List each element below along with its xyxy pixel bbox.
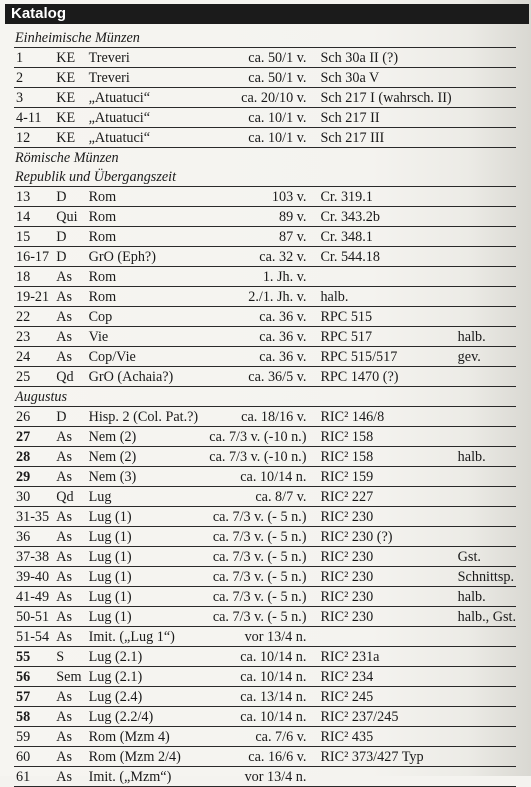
denomination: As	[54, 307, 86, 327]
denomination: As	[54, 747, 86, 767]
reference: RPC 1470 (?)	[312, 367, 451, 387]
mint: „Atuatuci“	[87, 108, 199, 128]
remark: halb.	[452, 327, 516, 347]
date: ca. 20/10 v.	[198, 88, 312, 108]
section-title: Augustus	[14, 387, 516, 407]
reference: RIC² 234	[312, 667, 451, 687]
date: vor 13/4 n.	[198, 767, 312, 787]
reference: RIC² 231a	[312, 647, 451, 667]
reference: RPC 515/517	[312, 347, 451, 367]
reference: RIC² 230 (?)	[312, 527, 451, 547]
catalog-number: 50-51	[14, 607, 54, 627]
catalog-number: 58	[14, 707, 54, 727]
date: 1. Jh. v.	[198, 267, 312, 287]
table-row	[14, 128, 516, 148]
date: ca. 18/16 v.	[198, 407, 312, 427]
denomination: KE	[54, 108, 86, 128]
denomination: As	[54, 507, 86, 527]
catalog-number: 18	[14, 267, 54, 287]
table-row	[14, 507, 516, 527]
denomination: As	[54, 467, 86, 487]
denomination: KE	[54, 48, 86, 68]
remark	[452, 48, 516, 68]
denomination: As	[54, 427, 86, 447]
date: ca. 50/1 v.	[198, 48, 312, 68]
catalog-number: 57	[14, 687, 54, 707]
table-row	[14, 707, 516, 727]
denomination: As	[54, 547, 86, 567]
remark: halb., Gst.	[452, 607, 516, 627]
denomination: As	[54, 627, 86, 647]
catalog-title: Katalog	[11, 5, 67, 22]
date: ca. 7/3 v. (- 5 n.)	[198, 527, 312, 547]
catalog-number: 3	[14, 88, 54, 108]
table-row	[14, 267, 516, 287]
catalog-number: 14	[14, 207, 54, 227]
table-row	[14, 48, 516, 68]
remark	[452, 727, 516, 747]
catalog-number: 28	[14, 447, 54, 467]
mint: Nem (2)	[87, 427, 199, 447]
reference: halb.	[312, 287, 451, 307]
mint: GrO (Eph?)	[87, 247, 199, 267]
reference: Sch 217 III	[312, 128, 451, 148]
table-row	[14, 227, 516, 247]
denomination: As	[54, 327, 86, 347]
catalog-number: 56	[14, 667, 54, 687]
remark	[452, 747, 516, 767]
mint: Rom (Mzm 2/4)	[87, 747, 199, 767]
reference: RIC² 230	[312, 507, 451, 527]
table-row	[14, 587, 516, 607]
mint: Vie	[87, 327, 199, 347]
catalog-number: 36	[14, 527, 54, 547]
date: ca. 7/3 v. (-10 n.)	[198, 427, 312, 447]
catalog-number: 15	[14, 227, 54, 247]
remark	[452, 287, 516, 307]
mint: Lug (1)	[87, 567, 199, 587]
remark	[452, 647, 516, 667]
catalog-number: 30	[14, 487, 54, 507]
reference	[312, 267, 451, 287]
section-heading	[14, 148, 516, 168]
date: 89 v.	[198, 207, 312, 227]
reference	[312, 627, 451, 647]
remark: halb.	[452, 447, 516, 467]
date: ca. 10/14 n.	[198, 707, 312, 727]
table-row	[14, 607, 516, 627]
denomination: Sem	[54, 667, 86, 687]
table-row	[14, 207, 516, 227]
date: ca. 16/6 v.	[198, 747, 312, 767]
table-row	[14, 327, 516, 347]
remark	[452, 507, 516, 527]
mint: GrO (Achaia?)	[87, 367, 199, 387]
catalog-number: 19-21	[14, 287, 54, 307]
catalog-number: 23	[14, 327, 54, 347]
catalog-number: 25	[14, 367, 54, 387]
reference: RIC² 373/427 Typ	[312, 747, 451, 767]
reference: Sch 30a II (?)	[312, 48, 451, 68]
table-row	[14, 367, 516, 387]
reference: Cr. 544.18	[312, 247, 451, 267]
mint: Nem (3)	[87, 467, 199, 487]
catalog-number: 55	[14, 647, 54, 667]
date: vor 13/4 n.	[198, 627, 312, 647]
table-row	[14, 108, 516, 128]
mint: Lug	[87, 487, 199, 507]
reference: RPC 517	[312, 327, 451, 347]
catalog-number: 12	[14, 128, 54, 148]
table-row	[14, 447, 516, 467]
section-title: Römische Münzen	[15, 150, 119, 166]
remark: gev.	[452, 347, 516, 367]
table-row	[14, 347, 516, 367]
remark	[452, 707, 516, 727]
date: ca. 10/14 n.	[198, 647, 312, 667]
date: ca. 10/14 n.	[198, 667, 312, 687]
mint: Rom	[87, 227, 199, 247]
remark	[452, 487, 516, 507]
reference: Sch 217 I (wahrsch. II)	[312, 88, 451, 108]
table-row	[14, 247, 516, 267]
denomination: D	[54, 187, 86, 207]
catalog-number: 37-38	[14, 547, 54, 567]
date: 103 v.	[198, 187, 312, 207]
denomination: Qd	[54, 487, 86, 507]
catalog-number: 29	[14, 467, 54, 487]
date: ca. 7/3 v. (- 5 n.)	[198, 587, 312, 607]
section-subheading	[14, 167, 516, 187]
section-heading	[14, 387, 516, 407]
mint: Imit. („Lug 1“)	[87, 627, 199, 647]
remark: halb.	[452, 587, 516, 607]
mint: Lug (2.1)	[87, 667, 199, 687]
table-row	[14, 667, 516, 687]
table-row	[14, 187, 516, 207]
date: 87 v.	[198, 227, 312, 247]
remark	[452, 307, 516, 327]
denomination: As	[54, 567, 86, 587]
catalog-table	[14, 28, 516, 787]
date: ca. 7/6 v.	[198, 727, 312, 747]
reference: RIC² 227	[312, 487, 451, 507]
date: ca. 36 v.	[198, 347, 312, 367]
remark	[452, 367, 516, 387]
mint: Rom (Mzm 4)	[87, 727, 199, 747]
date: ca. 7/3 v. (- 5 n.)	[198, 547, 312, 567]
table-row	[14, 487, 516, 507]
reference: RIC² 230	[312, 567, 451, 587]
remark	[452, 68, 516, 88]
table-row	[14, 467, 516, 487]
denomination: As	[54, 587, 86, 607]
denomination: D	[54, 227, 86, 247]
denomination: As	[54, 267, 86, 287]
table-row	[14, 287, 516, 307]
mint: Lug (1)	[87, 547, 199, 567]
remark	[452, 467, 516, 487]
mint: Rom	[87, 287, 199, 307]
catalog-number: 59	[14, 727, 54, 747]
mint: Imit. („Mzm“)	[87, 767, 199, 787]
table-row	[14, 627, 516, 647]
catalog-number: 41-49	[14, 587, 54, 607]
catalog-number: 1	[14, 48, 54, 68]
reference: RIC² 245	[312, 687, 451, 707]
mint: Treveri	[87, 68, 199, 88]
denomination: As	[54, 767, 86, 787]
date: ca. 7/3 v. (- 5 n.)	[198, 567, 312, 587]
reference: RIC² 230	[312, 547, 451, 567]
mint: Hisp. 2 (Col. Pat.?)	[87, 407, 199, 427]
remark: Gst.	[452, 547, 516, 567]
denomination: D	[54, 247, 86, 267]
mint: Nem (2)	[87, 447, 199, 467]
catalog-number: 22	[14, 307, 54, 327]
table-row	[14, 647, 516, 667]
remark	[452, 128, 516, 148]
catalog-number: 13	[14, 187, 54, 207]
section-heading	[14, 28, 516, 48]
denomination: KE	[54, 68, 86, 88]
date: ca. 10/1 v.	[198, 108, 312, 128]
reference: RIC² 146/8	[312, 407, 451, 427]
denomination: As	[54, 527, 86, 547]
remark	[452, 108, 516, 128]
date: ca. 36/5 v.	[198, 367, 312, 387]
reference: RIC² 230	[312, 587, 451, 607]
date: ca. 10/1 v.	[198, 128, 312, 148]
remark	[452, 88, 516, 108]
mint: Lug (1)	[87, 607, 199, 627]
remark	[452, 667, 516, 687]
date: ca. 7/3 v. (- 5 n.)	[198, 507, 312, 527]
date: ca. 13/14 n.	[198, 687, 312, 707]
denomination: As	[54, 687, 86, 707]
denomination: As	[54, 347, 86, 367]
date: ca. 8/7 v.	[198, 487, 312, 507]
date: ca. 10/14 n.	[198, 467, 312, 487]
mint: „Atuatuci“	[87, 88, 199, 108]
reference: RIC² 159	[312, 467, 451, 487]
remark	[452, 767, 516, 787]
reference: Cr. 319.1	[312, 187, 451, 207]
catalog-number: 26	[14, 407, 54, 427]
denomination: As	[54, 707, 86, 727]
table-row	[14, 547, 516, 567]
date: ca. 7/3 v. (-10 n.)	[198, 447, 312, 467]
reference: RIC² 435	[312, 727, 451, 747]
mint: Lug (2.1)	[87, 647, 199, 667]
remark	[452, 627, 516, 647]
denomination: As	[54, 727, 86, 747]
table-row	[14, 427, 516, 447]
remark	[452, 407, 516, 427]
catalog-number: 4-11	[14, 108, 54, 128]
mint: Cop/Vie	[87, 347, 199, 367]
mint: Lug (2.2/4)	[87, 707, 199, 727]
reference: RIC² 237/245	[312, 707, 451, 727]
reference: RIC² 158	[312, 427, 451, 447]
section-title: Einheimische Münzen	[14, 28, 516, 48]
denomination: As	[54, 447, 86, 467]
date: ca. 36 v.	[198, 327, 312, 347]
mint: Rom	[87, 207, 199, 227]
table-row	[14, 727, 516, 747]
mint: Lug (1)	[87, 527, 199, 547]
table-row	[14, 307, 516, 327]
catalog-number: 31-35	[14, 507, 54, 527]
reference: Sch 30a V	[312, 68, 451, 88]
mint: Lug (1)	[87, 587, 199, 607]
table-row	[14, 88, 516, 108]
catalog-header	[5, 4, 529, 24]
mint: Lug (1)	[87, 507, 199, 527]
remark	[452, 227, 516, 247]
remark	[452, 267, 516, 287]
mint: Cop	[87, 307, 199, 327]
date: 2./1. Jh. v.	[198, 287, 312, 307]
catalog-number: 61	[14, 767, 54, 787]
denomination: KE	[54, 128, 86, 148]
reference: Cr. 343.2b	[312, 207, 451, 227]
remark: Schnittsp.	[452, 567, 516, 587]
catalog-number: 39-40	[14, 567, 54, 587]
denomination: S	[54, 647, 86, 667]
table-row	[14, 747, 516, 767]
mint: „Atuatuci“	[87, 128, 199, 148]
table-row	[14, 407, 516, 427]
mint: Treveri	[87, 48, 199, 68]
catalog-number: 60	[14, 747, 54, 767]
reference: RPC 515	[312, 307, 451, 327]
reference: Sch 217 II	[312, 108, 451, 128]
table-row	[14, 68, 516, 88]
mint: Lug (2.4)	[87, 687, 199, 707]
remark	[452, 187, 516, 207]
mint: Rom	[87, 187, 199, 207]
date: ca. 7/3 v. (- 5 n.)	[198, 607, 312, 627]
table-row	[14, 767, 516, 787]
table-row	[14, 527, 516, 547]
denomination: D	[54, 407, 86, 427]
table-row	[14, 567, 516, 587]
mint: Rom	[87, 267, 199, 287]
denomination: As	[54, 287, 86, 307]
reference	[312, 767, 451, 787]
date: ca. 32 v.	[198, 247, 312, 267]
denomination: As	[54, 607, 86, 627]
remark	[452, 527, 516, 547]
catalog-number: 16-17	[14, 247, 54, 267]
catalog-number: 24	[14, 347, 54, 367]
denomination: Qd	[54, 367, 86, 387]
remark	[452, 247, 516, 267]
reference: RIC² 158	[312, 447, 451, 467]
catalog-number: 51-54	[14, 627, 54, 647]
remark	[452, 427, 516, 447]
reference: RIC² 230	[312, 607, 451, 627]
section-subtitle: Republik und Übergangszeit	[14, 167, 516, 187]
remark	[452, 687, 516, 707]
catalog-number: 27	[14, 427, 54, 447]
catalog-number: 2	[14, 68, 54, 88]
date: ca. 36 v.	[198, 307, 312, 327]
table-row	[14, 687, 516, 707]
date: ca. 50/1 v.	[198, 68, 312, 88]
remark	[452, 207, 516, 227]
denomination: Qui	[54, 207, 86, 227]
denomination: KE	[54, 88, 86, 108]
reference: Cr. 348.1	[312, 227, 451, 247]
